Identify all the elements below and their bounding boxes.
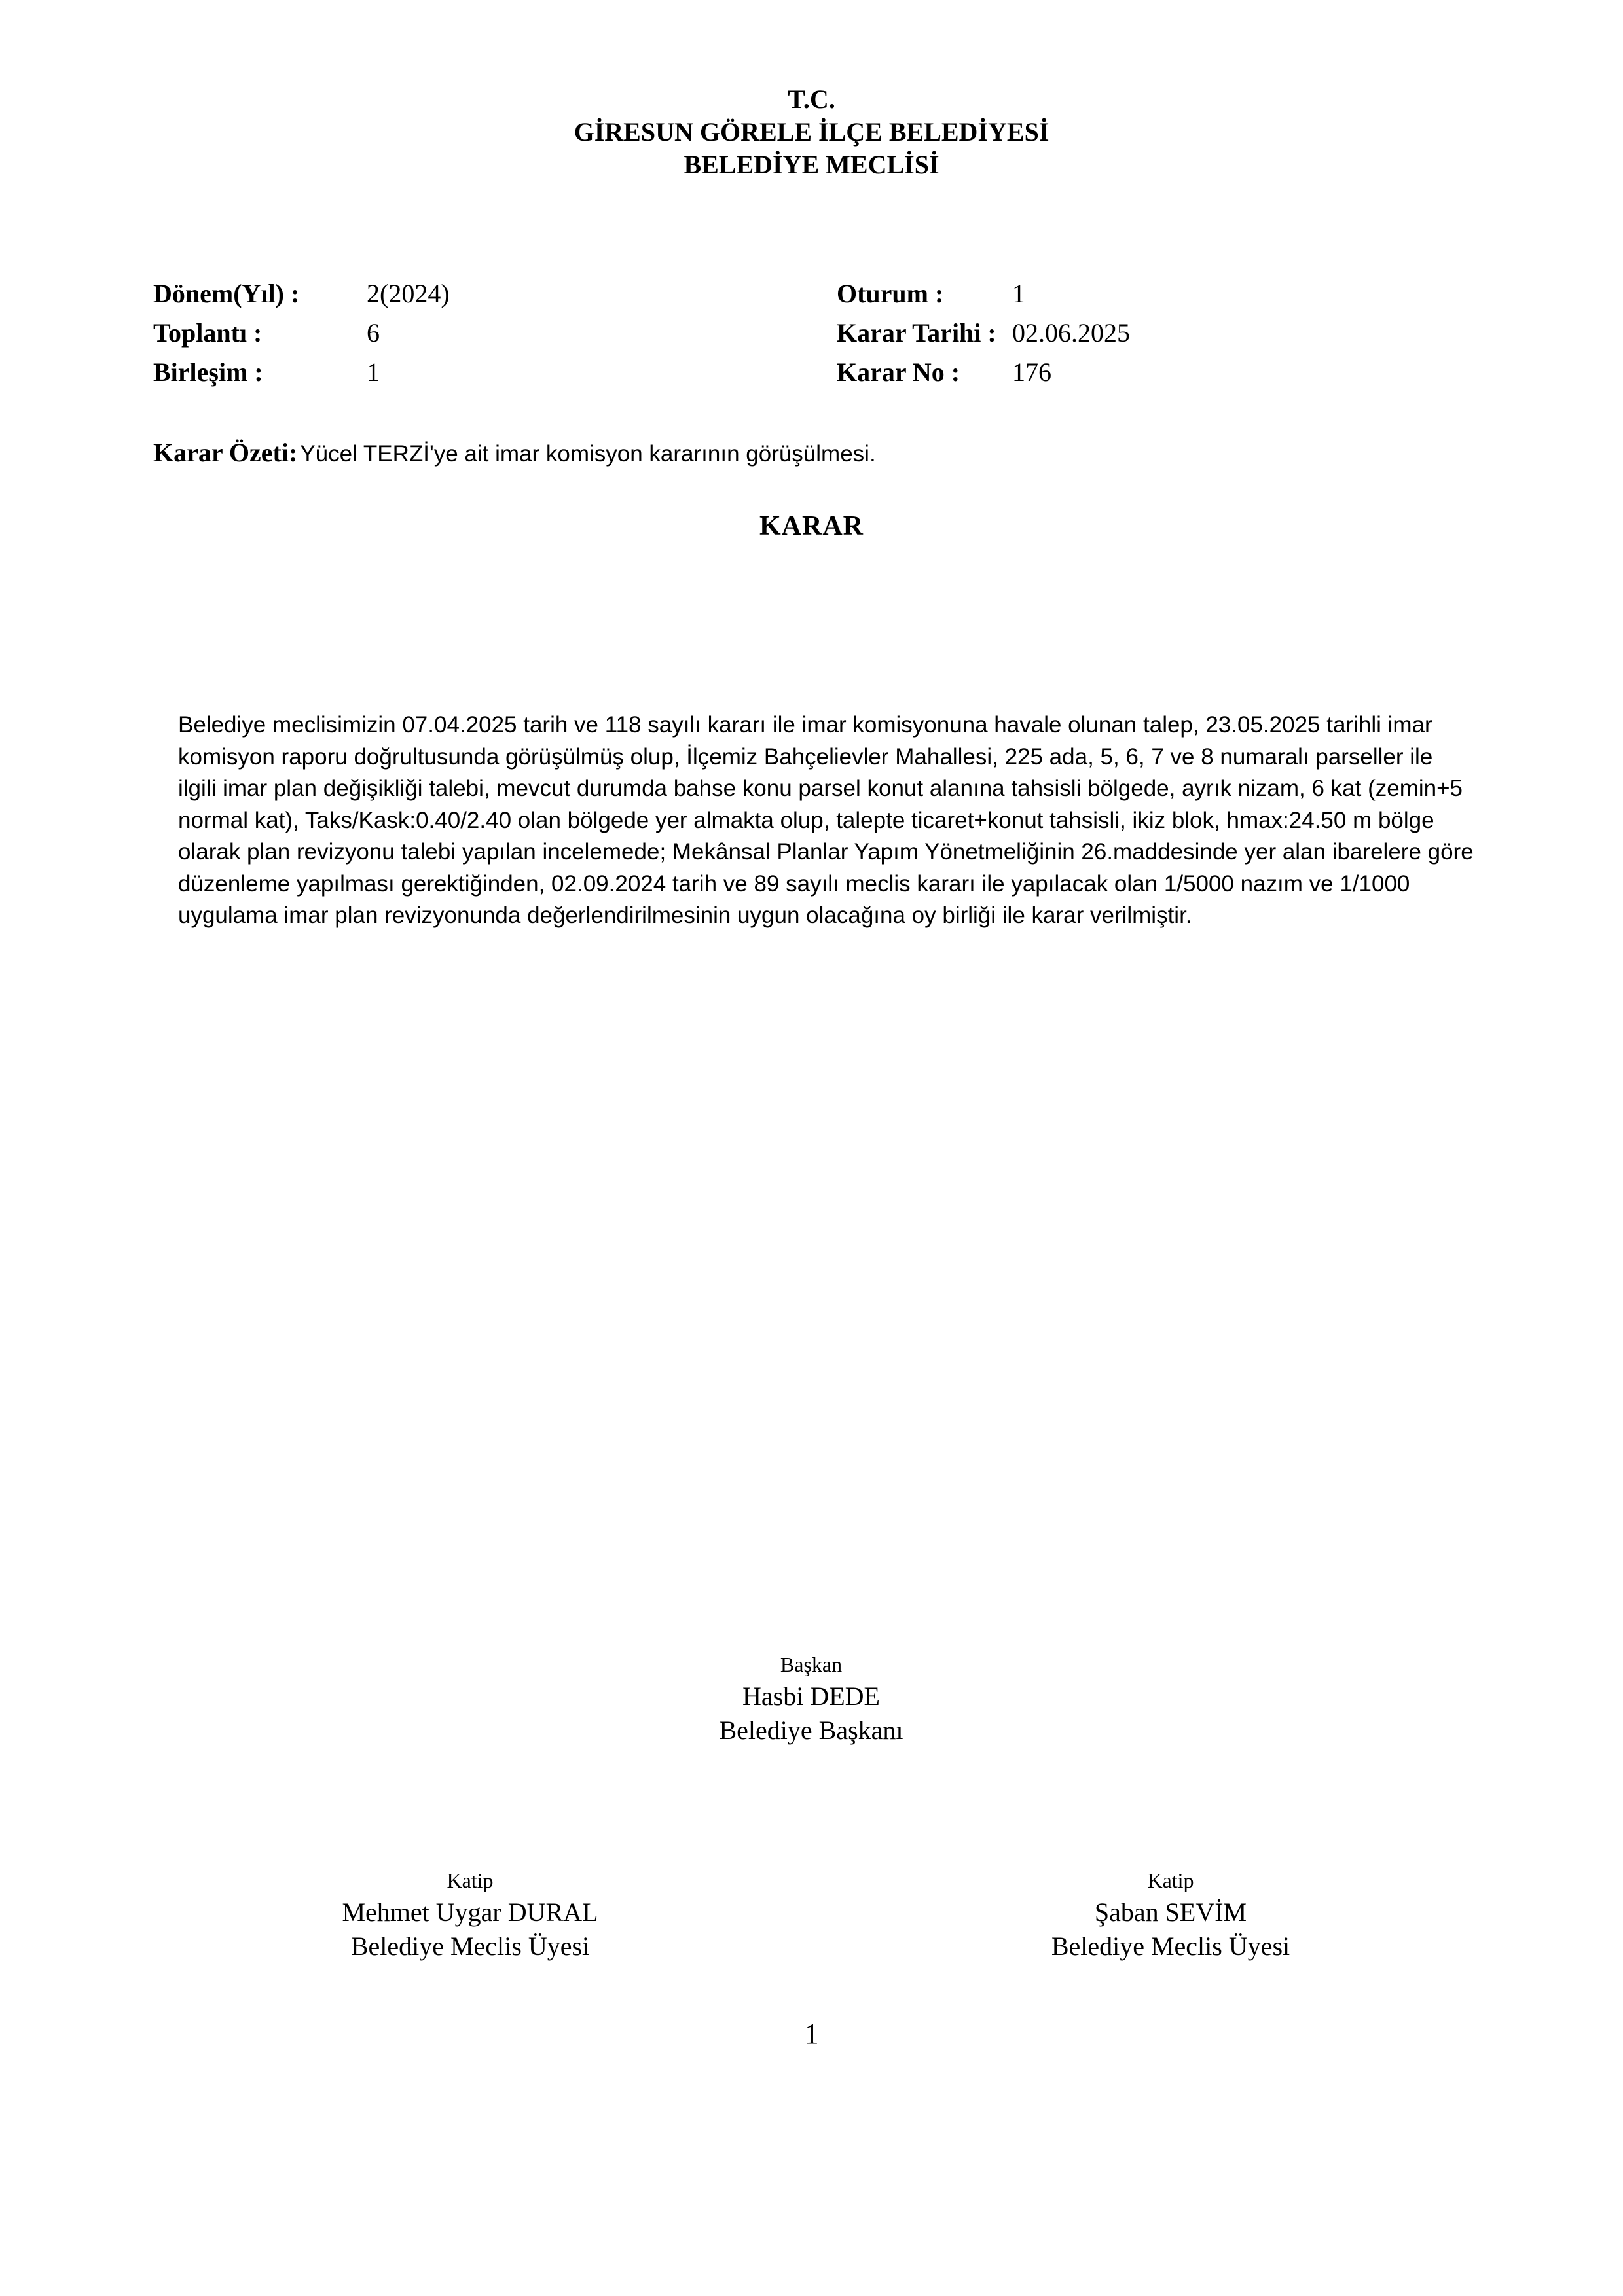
clerk-left-role: Katip [447, 1869, 494, 1892]
clerk-left-signature [274, 1865, 666, 1964]
donem-value: 2(2024) [367, 279, 450, 308]
clerk-right-role: Katip [1147, 1869, 1194, 1892]
clerk-left-title: Belediye Meclis Üyesi [350, 1931, 590, 1961]
clerk-right-title: Belediye Meclis Üyesi [1051, 1931, 1290, 1961]
page-number: 1 [804, 2018, 819, 2050]
oturum-value: 1 [1012, 279, 1025, 308]
president-name: Hasbi DEDE [742, 1681, 880, 1711]
clerk-right-signature [974, 1865, 1367, 1964]
karar-no-value: 176 [1012, 357, 1051, 387]
summary-label: Karar Özeti: [153, 438, 298, 467]
birlesim-label: Birleşim : [153, 357, 263, 387]
decision-body: Belediye meclisimizin 07.04.2025 tarih ve 118 sayılı kararı ile imar komisyonuna havale olunan talep, 23.05.2025 tarihli imar komisyon raporu doğrultusunda görüşülmüş olup, İlçemiz Bahçelievler Mahallesi, 225 ada, 5, 6, 7 ve 8 numaralı parseller ile ilgili imar plan değişikliği talebi, mevcut durumda bahse konu parsel konut alanına tahsisli bölgede, ayrık nizam, 6 kat (zemin+5 normal kat), Taks/Kask:0.40/2.40 olan bölgede yer almakta olup, talepte ticaret+konut tahsisli, ikiz blok, hmax:24.50 m bölge olarak plan revizyonu talebi yapılan incelemede; Mekânsal Planlar Yapım Yönetmeliğinin 26.maddesinde yer alan ibarelere göre düzenleme yapılması gerektiğinden, 02.09.2024 tarih ve 89 sayılı meclis kararı ile yapılacak olan 1/5000 nazım ve 1/1000 uygulama imar plan revizyonunda değerlendirilmesinin uygun olacağına oy birliği ile karar verilmiştir. [178, 712, 1474, 928]
header-tc: T.C. [788, 84, 835, 114]
president-title: Belediye Başkanı [719, 1715, 903, 1745]
karar-tarihi-label: Karar Tarihi : [837, 318, 996, 348]
president-signature [615, 1649, 1008, 1748]
karar-tarihi-value: 02.06.2025 [1012, 318, 1130, 348]
clerk-left-name: Mehmet Uygar DURAL [342, 1897, 598, 1927]
decision-title: KARAR [759, 511, 864, 541]
karar-no-label: Karar No : [837, 357, 960, 387]
header-municipality: GİRESUN GÖRELE İLÇE BELEDİYESİ [574, 117, 1049, 147]
donem-label: Dönem(Yıl) : [153, 279, 300, 308]
header-council: BELEDİYE MECLİSİ [684, 150, 939, 179]
president-role: Başkan [780, 1653, 843, 1676]
birlesim-value: 1 [367, 357, 380, 387]
summary-text: Yücel TERZİ'ye ait imar komisyon kararının görüşülmesi. [300, 441, 876, 467]
clerk-right-name: Şaban SEVİM [1094, 1897, 1247, 1927]
toplanti-value: 6 [367, 318, 380, 348]
decision-summary [153, 437, 876, 468]
oturum-label: Oturum : [837, 279, 944, 308]
toplanti-label: Toplantı : [153, 318, 263, 348]
